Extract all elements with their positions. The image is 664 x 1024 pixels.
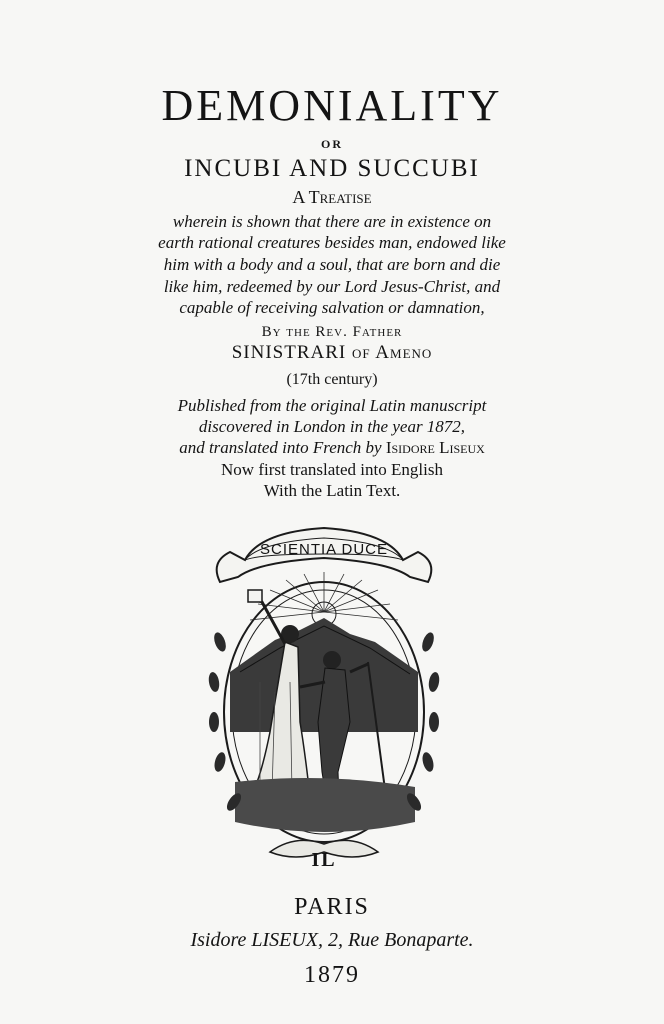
translation-prefix: and translated into French by (179, 438, 382, 457)
description-line-4: like him, redeemed by our Lord Jesus-Christ, and (163, 277, 501, 296)
genre-label: A Treatise (292, 187, 372, 207)
author-origin: of Ameno (351, 342, 433, 363)
book-subtitle: INCUBI AND SUCCUBI (184, 155, 480, 182)
imprint-address: Isidore LISEUX, 2, Rue Bonaparte. (190, 929, 474, 951)
by-line: By the Rev. Father (261, 324, 403, 340)
book-title: DEMONIALITY (161, 81, 503, 130)
author-name: SINISTRARI (231, 342, 347, 363)
imprint-city: PARIS (294, 894, 370, 920)
latin-note: With the Latin Text. (263, 481, 401, 500)
imprint-year: 1879 (304, 962, 360, 988)
publication-line-1: Published from the original Latin manuscript (177, 396, 487, 415)
translation-line (0, 437, 664, 458)
description-line-5: capable of receiving salvation or damnation, (179, 298, 485, 317)
century-note: (17th century) (286, 371, 378, 388)
publisher-emblem (200, 522, 448, 872)
publication-line-2: discovered in London in the year 1872, (198, 417, 466, 436)
description-line-1: wherein is shown that there are in existence on (172, 212, 492, 231)
emblem-motto: SCIENTIA DUCE (259, 541, 389, 558)
translator-name: Isidore Liseux (385, 438, 485, 457)
author-line (0, 341, 664, 365)
emblem-monogram: IL (311, 849, 337, 871)
title-conjunction: OR (321, 137, 343, 151)
description-line-3: him with a body and a soul, that are born and die (163, 255, 501, 274)
description-line-2: earth rational creatures besides man, endowed like (158, 233, 506, 252)
english-note: Now first translated into English (221, 460, 443, 479)
